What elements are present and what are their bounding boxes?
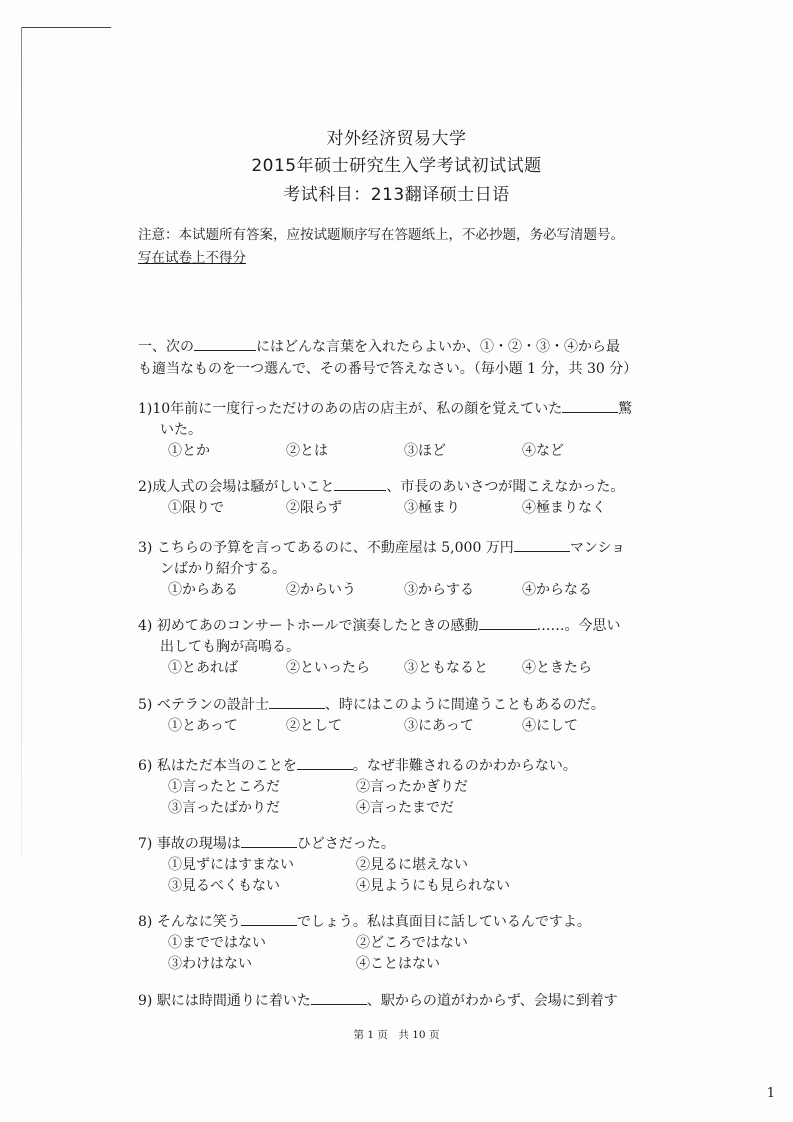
question-number: 5)	[138, 697, 153, 713]
options-row	[138, 954, 678, 975]
section-1-instruction	[138, 336, 678, 380]
question-stem-before: そんなに笑う	[156, 914, 241, 930]
question-4	[138, 615, 678, 679]
question-stem-after: でしょう。私は真面目に話しているんですよ。	[296, 914, 591, 930]
answer-blank	[311, 990, 367, 1005]
option-2: ②とは	[286, 443, 328, 459]
page-number: 1	[766, 1086, 775, 1101]
option-4: ④など	[522, 443, 564, 459]
question-stem-after: ひどさだった。	[296, 836, 395, 852]
question-stem-before: 駅には時間通りに着いた	[156, 993, 311, 1009]
question-stem-continued: ンばかり紹介する。	[160, 561, 286, 577]
option-1: ①とあって	[168, 718, 238, 734]
options-row	[138, 716, 678, 737]
answer-blank	[241, 911, 297, 926]
options-row	[138, 580, 678, 601]
instruction-suffix: にはどんな言葉を入れたらよいか、①・②・③・④から最	[256, 339, 620, 355]
option-4: ④にして	[522, 718, 578, 734]
answer-blank	[297, 755, 353, 770]
option-2: ②どころではない	[356, 935, 468, 951]
question-6	[138, 755, 678, 819]
option-2: ②見るに堪えない	[356, 857, 468, 873]
notice-underlined: 写在试卷上不得分	[138, 250, 246, 266]
question-stem-after: 、時にはこのように間違うこともあるのだ。	[324, 697, 605, 713]
options-row	[138, 498, 678, 519]
instruction-prefix: 一、次の	[138, 339, 194, 355]
option-4: ④からなる	[522, 582, 592, 598]
university-name: 对外经济贸易大学	[326, 129, 467, 149]
question-stem-after: 。なぜ非難されるのかわからない。	[352, 758, 577, 774]
option-1: ①言ったところだ	[168, 779, 280, 795]
option-3: ③見るべくもない	[168, 878, 280, 894]
question-stem-before: 初めてあのコンサートホールで演奏したときの感動	[156, 618, 479, 634]
option-4: ④極まりなく	[522, 500, 606, 516]
question-7	[138, 833, 678, 897]
question-stem-continued: 出しても胸が高鳴る。	[160, 639, 300, 655]
options-row	[138, 798, 678, 819]
question-number: 9)	[138, 993, 153, 1009]
options-row	[138, 658, 678, 679]
question-5	[138, 694, 678, 737]
notice-text: 注意：本试题所有答案，应按试题顺序写在答题纸上，不必抄题，务必写清题号。	[138, 227, 624, 243]
question-stem-after: 驚	[618, 401, 633, 417]
answer-blank	[269, 694, 325, 709]
question-number: 1)	[138, 401, 153, 417]
option-4: ④ときたら	[522, 660, 592, 676]
option-3: ③にあって	[404, 718, 474, 734]
option-4: ④見ようにも見られない	[356, 878, 510, 894]
option-4: ④言ったまでだ	[356, 800, 454, 816]
instruction-line-2: も適当なものを一つ選んで、その番号で答えなさい。（毎小題 1 分，共 30 分）	[138, 361, 638, 377]
option-2: ②言ったかぎりだ	[356, 779, 468, 795]
option-4: ④ことはない	[356, 956, 440, 972]
option-1: ①とか	[168, 443, 210, 459]
question-number: 2)	[138, 479, 153, 495]
answer-blank	[241, 833, 297, 848]
option-1: ①限りで	[168, 500, 224, 516]
options-row	[138, 855, 678, 876]
question-stem-before: 成人式の会場は騒がしいこと	[152, 479, 335, 495]
option-3: ③ほど	[404, 443, 446, 459]
question-2	[138, 476, 678, 519]
question-number: 8)	[138, 914, 153, 930]
question-stem-continued: いた。	[160, 422, 202, 438]
question-stem-before: 10年前に一度行っただけのあの店の店主が、私の顔を覚えていた	[152, 401, 563, 417]
option-1: ①とあれば	[168, 660, 238, 676]
option-2: ②からいう	[286, 582, 356, 598]
question-stem-after: マンショ	[569, 540, 626, 556]
scan-corner-mark-horizontal	[21, 27, 111, 28]
question-1	[138, 398, 678, 462]
options-row	[138, 441, 678, 462]
answer-blank	[514, 537, 570, 552]
page-footer: 第 1 页 共 10 页	[353, 1029, 440, 1041]
option-3: ③言ったばかりだ	[168, 800, 280, 816]
question-number: 7)	[138, 836, 153, 852]
question-stem-after: 、市長のあいさつが聞こえなかった。	[386, 479, 625, 495]
option-2: ②といったら	[286, 660, 370, 676]
options-row	[138, 876, 678, 897]
question-9	[138, 990, 678, 1012]
question-number: 6)	[138, 758, 153, 774]
option-3: ③極まり	[404, 500, 460, 516]
exam-subject: 考试科目：213翻译硕士日语	[283, 185, 510, 205]
option-3: ③わけはない	[168, 956, 252, 972]
question-stem-after: ……。今思い	[536, 618, 621, 634]
option-3: ③からする	[404, 582, 474, 598]
question-3	[138, 537, 678, 601]
exam-notice	[138, 224, 678, 270]
answer-blank	[194, 336, 256, 351]
exam-title: 2015年硕士研究生入学考试初试试题	[251, 156, 542, 176]
question-number: 3)	[138, 540, 153, 556]
options-row	[138, 777, 678, 798]
options-row	[138, 933, 678, 954]
question-stem-before: ベテランの設計士	[156, 697, 269, 713]
question-stem-before: 私はただ本当のことを	[156, 758, 297, 774]
option-3: ③ともなると	[404, 660, 488, 676]
option-2: ②限らず	[286, 500, 342, 516]
question-8	[138, 911, 678, 975]
option-1: ①からある	[168, 582, 238, 598]
question-stem-before: こちらの予算を言ってあるのに、不動産屋は 5,000 万円	[156, 540, 514, 556]
answer-blank	[562, 398, 618, 413]
answer-blank	[479, 615, 537, 630]
question-number: 4)	[138, 618, 153, 634]
question-stem-before: 事故の現場は	[156, 836, 241, 852]
answer-blank	[334, 476, 386, 491]
option-1: ①までではない	[168, 935, 266, 951]
option-2: ②として	[286, 718, 342, 734]
option-1: ①見ずにはすまない	[168, 857, 294, 873]
question-stem-after: 、駅からの道がわからず、会場に到着す	[366, 993, 618, 1009]
